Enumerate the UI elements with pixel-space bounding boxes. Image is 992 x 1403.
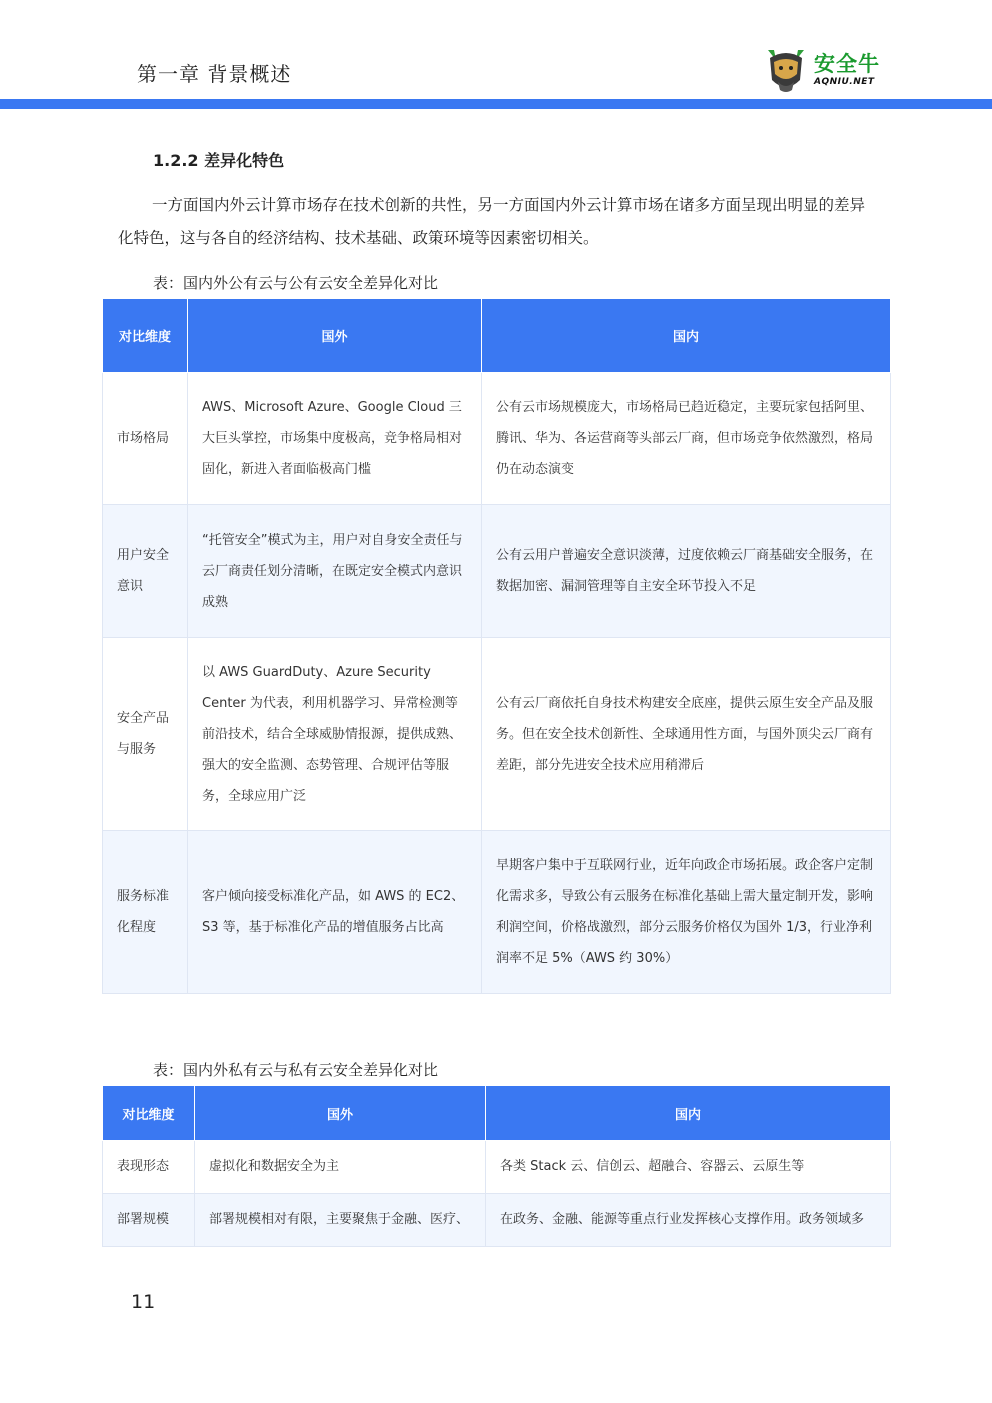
row-dimension: 服务标准化程度 <box>103 831 188 994</box>
row-foreign: 客户倾向接受标准化产品，如 AWS 的 EC2、S3 等，基于标准化产品的增值服务占比高 <box>188 831 482 994</box>
table-row <box>103 373 891 505</box>
row-dimension: 安全产品与服务 <box>103 638 188 831</box>
header-divider-bar <box>0 99 992 109</box>
chapter-title: 第一章 背景概述 <box>137 62 292 86</box>
table-row <box>103 1194 891 1247</box>
header-domestic: 国内 <box>482 299 891 373</box>
page-header <box>0 0 992 110</box>
row-domestic: 各类 Stack 云、信创云、超融合、容器云、云原生等 <box>486 1141 891 1194</box>
row-foreign: AWS、Microsoft Azure、Google Cloud 三大巨头掌控，市场集中度极高，竞争格局相对固化，新进入者面临极高门槛 <box>188 373 482 505</box>
table-header-row <box>103 1086 891 1141</box>
public-cloud-comparison-table <box>102 298 891 994</box>
table-header-row <box>103 299 891 373</box>
header-dimension: 对比维度 <box>103 1086 195 1141</box>
table-row <box>103 831 891 994</box>
row-domestic: 在政务、金融、能源等重点行业发挥核心支撑作用。政务领域多 <box>486 1194 891 1247</box>
table1-caption: 表：国内外公有云与公有云安全差异化对比 <box>153 274 439 292</box>
page-number: 11 <box>131 1291 156 1313</box>
row-domestic: 公有云市场规模庞大，市场格局已趋近稳定，主要玩家包括阿里、腾讯、华为、各运营商等头部云厂商，但市场竞争依然激烈，格局仍在动态演变 <box>482 373 891 505</box>
table2-caption: 表：国内外私有云与私有云安全差异化对比 <box>153 1061 439 1079</box>
bull-logo-icon <box>764 44 808 96</box>
header-foreign: 国外 <box>195 1086 486 1141</box>
table-row <box>103 1141 891 1194</box>
intro-paragraph: 一方面国内外云计算市场存在技术创新的共性，另一方面国内外云计算市场在诸多方面呈现出明显的差异化特色，这与各自的经济结构、技术基础、政策环境等因素密切相关。 <box>118 196 866 247</box>
section-title: 1.2.2 差异化特色 <box>153 151 285 170</box>
row-domestic: 公有云厂商依托自身技术构建安全底座，提供云原生安全产品及服务。但在安全技术创新性、全球通用性方面，与国外顶尖云厂商有差距，部分先进安全技术应用稍滞后 <box>482 638 891 831</box>
header-domestic: 国内 <box>486 1086 891 1141</box>
header-dimension: 对比维度 <box>103 299 188 373</box>
table-row <box>103 505 891 638</box>
row-domestic: 早期客户集中于互联网行业，近年向政企市场拓展。政企客户定制化需求多，导致公有云服务在标准化基础上需大量定制开发，影响利润空间，价格战激烈，部分云服务价格仅为国外 1/3，行业净利润率不足 5%（AWS 约 30%） <box>482 831 891 994</box>
row-dimension: 用户安全意识 <box>103 505 188 638</box>
logo-subtitle: AQNIU.NET <box>814 77 875 87</box>
private-cloud-comparison-table <box>102 1085 891 1247</box>
row-dimension: 表现形态 <box>103 1141 195 1194</box>
row-foreign: 部署规模相对有限，主要聚焦于金融、医疗、 <box>195 1194 486 1247</box>
row-foreign: “托管安全”模式为主，用户对自身安全责任与云厂商责任划分清晰，在既定安全模式内意识成熟 <box>188 505 482 638</box>
row-foreign: 以 AWS GuardDuty、Azure Security Center 为代表，利用机器学习、异常检测等前沿技术，结合全球威胁情报源，提供成熟、强大的安全监测、态势管理、合规评估等服务，全球应用广泛 <box>188 638 482 831</box>
row-dimension: 部署规模 <box>103 1194 195 1247</box>
aqniu-logo <box>764 44 880 96</box>
table-row <box>103 638 891 831</box>
header-foreign: 国外 <box>188 299 482 373</box>
row-domestic: 公有云用户普遍安全意识淡薄，过度依赖云厂商基础安全服务，在数据加密、漏洞管理等自主安全环节投入不足 <box>482 505 891 638</box>
row-dimension: 市场格局 <box>103 373 188 505</box>
row-foreign: 虚拟化和数据安全为主 <box>195 1141 486 1194</box>
logo-text: 安全牛 <box>814 52 880 76</box>
